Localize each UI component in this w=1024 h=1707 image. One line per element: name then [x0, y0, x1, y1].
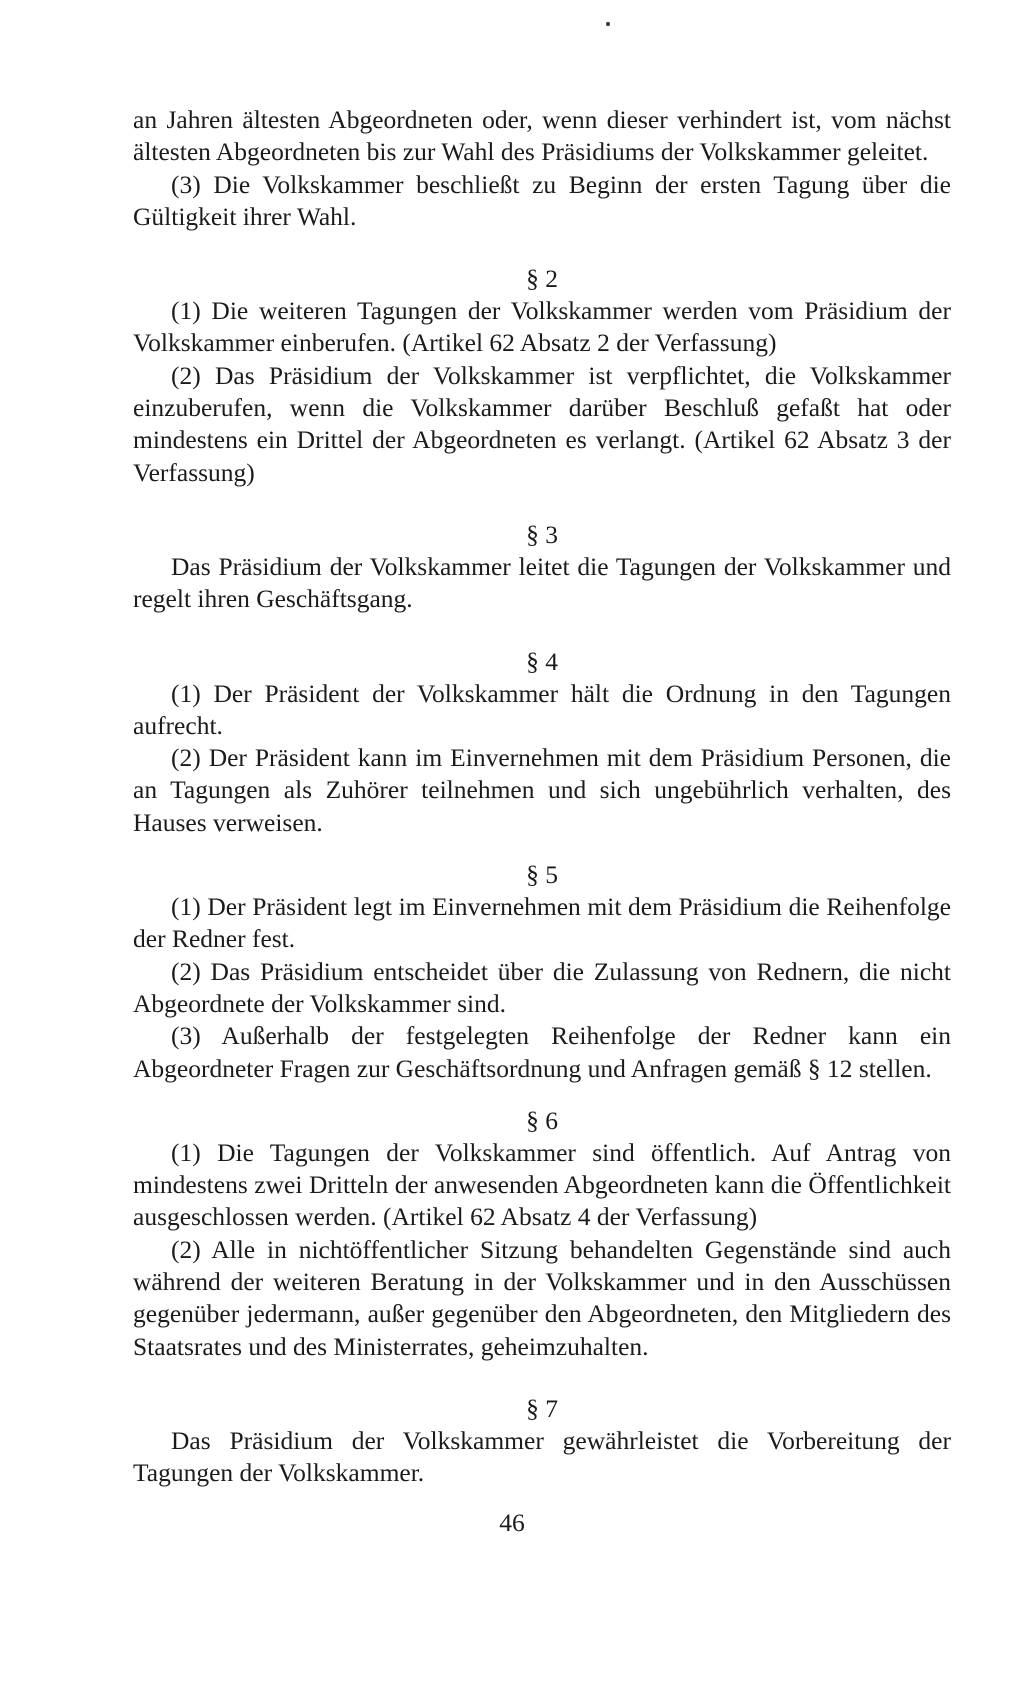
paragraph: an Jahren ältesten Abgeordneten oder, wenn dieser verhindert ist, vom nächst ältesten Abgeordneten bis zur Wahl des Präsidiums der Volkskammer geleitet.: [133, 105, 951, 167]
paragraph: (2) Das Präsidium der Volkskammer ist verpflichtet, die Volkskammer einzuberufen, wenn die Volkskammer darüber Beschluß gefaßt hat oder mindestens ein Drittel der Abgeordneten es verlangt. (Artikel 62 Absatz 3 der Verfassung): [133, 360, 951, 487]
paragraph: (2) Alle in nichtöffentlicher Sitzung behandelten Gegenstände sind auch während der weiteren Beratung in der Volkskammer und in den Ausschüssen gegenüber jedermann, außer gegenüber den Abgeordneten, den Mitgliedern des Staatsrates und des Ministerrates, geheimzuhalten.: [133, 1234, 951, 1361]
section-heading: § 6: [526, 1105, 558, 1135]
page-number: 46: [499, 1508, 525, 1537]
section-heading: § 3: [526, 519, 558, 549]
paragraph: (3) Die Volkskammer beschließt zu Beginn der ersten Tagung über die Gültigkeit ihrer Wahl.: [133, 169, 951, 231]
section-heading: § 5: [526, 860, 558, 890]
paragraph: (1) Der Präsident der Volkskammer hält die Ordnung in den Tagungen aufrecht.: [133, 678, 951, 740]
section-heading: § 4: [526, 646, 558, 676]
paragraph: (1) Die weiteren Tagungen der Volkskammer werden vom Präsidium der Volkskammer einberufen. (Artikel 62 Absatz 2 der Verfassung): [133, 296, 951, 358]
print-mark-dot: [606, 22, 610, 26]
paragraph: Das Präsidium der Volkskammer leitet die Tagungen der Volkskammer und regelt ihren Geschäftsgang.: [133, 551, 951, 614]
paragraph: (3) Außerhalb der festgelegten Reihenfolge der Redner kann ein Abgeordneter Fragen zur Geschäftsordnung und Anfragen gemäß § 12 stellen.: [133, 1021, 951, 1083]
paragraph: (1) Der Präsident legt im Einvernehmen mit dem Präsidium die Reihenfolge der Redner fest.: [133, 892, 951, 954]
document-page-body: [133, 104, 951, 1490]
paragraph: (2) Das Präsidium entscheidet über die Zulassung von Rednern, die nicht Abgeordnete der Volkskammer sind.: [133, 956, 951, 1018]
paragraph: (2) Der Präsident kann im Einvernehmen mit dem Präsidium Personen, die an Tagungen als Zuhörer teilnehmen und sich ungebührlich verhalten, des Hauses verweisen.: [133, 743, 951, 837]
paragraph: (1) Die Tagungen der Volkskammer sind öffentlich. Auf Antrag von mindestens zwei Dritteln der anwesenden Abgeordneten kann die Öffentlichkeit ausgeschlossen werden. (Artikel 62 Absatz 4 der Verfassung): [133, 1137, 951, 1232]
section-heading: § 7: [526, 1393, 558, 1423]
section-heading: § 2: [526, 264, 558, 294]
paragraph: Das Präsidium der Volkskammer gewährleistet die Vorbereitung der Tagungen der Volkskammer.: [133, 1425, 951, 1488]
